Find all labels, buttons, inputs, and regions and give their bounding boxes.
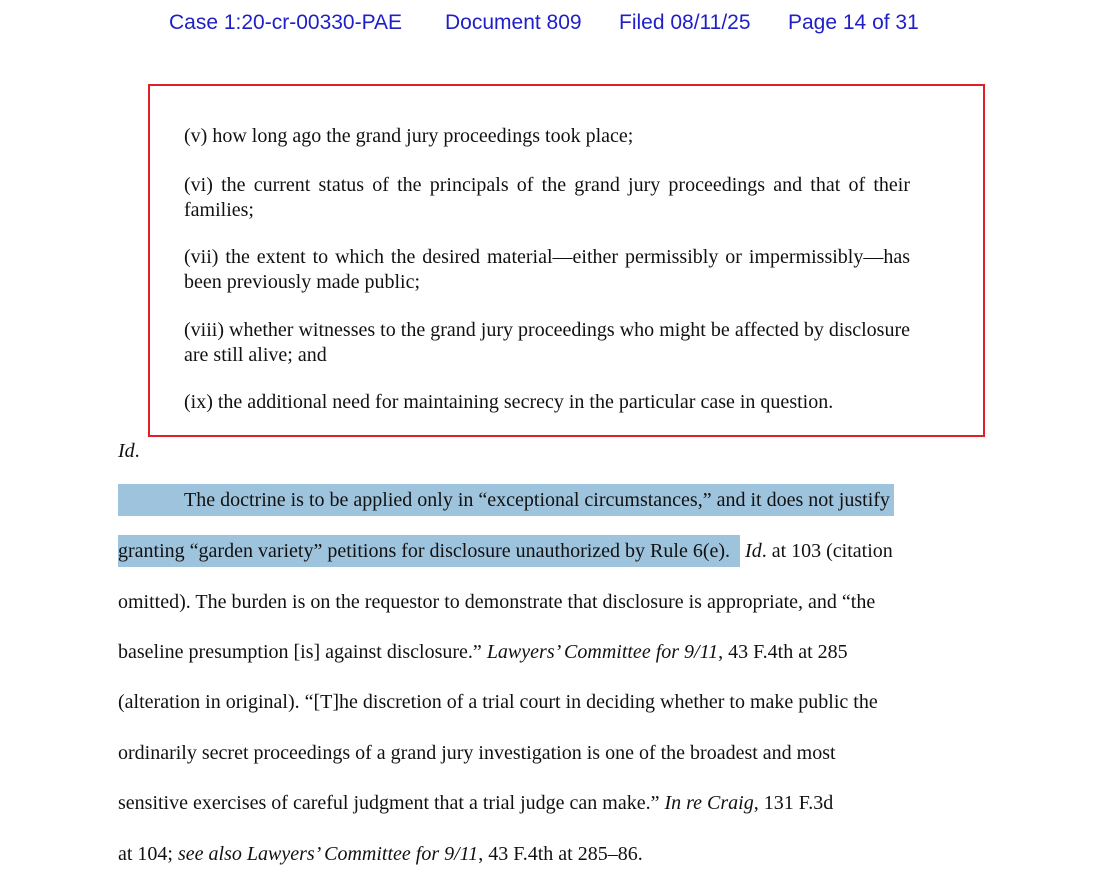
body-line-3: omitted). The burden is on the requestor to demonstrate that disclosure is appropriate, and “the [118,591,876,613]
document-number: Document 809 [445,11,582,34]
line7-start: sensitive exercises of careful judgment that a trial judge can make.” [118,792,665,814]
body-line-7 [118,790,833,816]
body-line-2 [118,538,893,564]
highlighted-text-2: granting “garden variety” petitions for disclosure unauthorized by Rule 6(e). [118,535,740,567]
id-citation [118,438,140,464]
lawyers-committee-citation: Lawyers’ Committee for 9/11 [486,641,719,663]
id-period: . [134,440,140,462]
in-re-craig-citation: In re Craig [664,792,754,814]
page-number: Page 14 of 31 [788,11,919,34]
highlighted-text-1: The doctrine is to be applied only in “exceptional circumstances,” and it does not justify [118,484,894,516]
body-line-5: (alteration in original). “[T]he discretion of a trial court in deciding whether to make public the [118,691,878,713]
quote-item-vii: (vii) the extent to which the desired material—either permissibly or impermissibly—has been previously made public; [184,246,910,293]
body-line-4 [118,639,848,665]
line4-start: baseline presumption [is] against disclosure.” [118,641,487,663]
line8-start: at 104; [118,843,178,865]
body-line-8 [118,841,643,867]
see-also-signal: see also [178,843,242,865]
line7-end: , 131 F.3d [753,792,834,814]
body-line-1 [118,487,894,513]
body-line-6: ordinarily secret proceedings of a grand jury investigation is one of the broadest and most [118,742,836,764]
quote-item-ix: (ix) the additional need for maintaining secrecy in the particular case in question. [184,391,834,413]
id-italic-2: Id [745,540,762,562]
quote-item-v: (v) how long ago the grand jury proceedings took place; [184,125,634,147]
line8-end: , 43 F.4th at 285–86. [478,843,643,865]
filed-date: Filed 08/11/25 [619,11,751,34]
id-italic: Id [118,440,135,462]
page-header [0,11,1103,41]
case-number: Case 1:20-cr-00330-PAE [169,11,403,34]
quote-item-viii: (viii) whether witnesses to the grand jury proceedings who might be affected by disclosure are still alive; and [184,319,910,366]
line2-rest: . at 103 (citation [761,540,893,562]
quote-item-vi: (vi) the current status of the principals of the grand jury proceedings and that of their families; [184,174,910,221]
line4-end: , 43 F.4th at 285 [718,641,848,663]
lawyers-committee-citation-2: Lawyers’ Committee for 9/11 [246,843,479,865]
